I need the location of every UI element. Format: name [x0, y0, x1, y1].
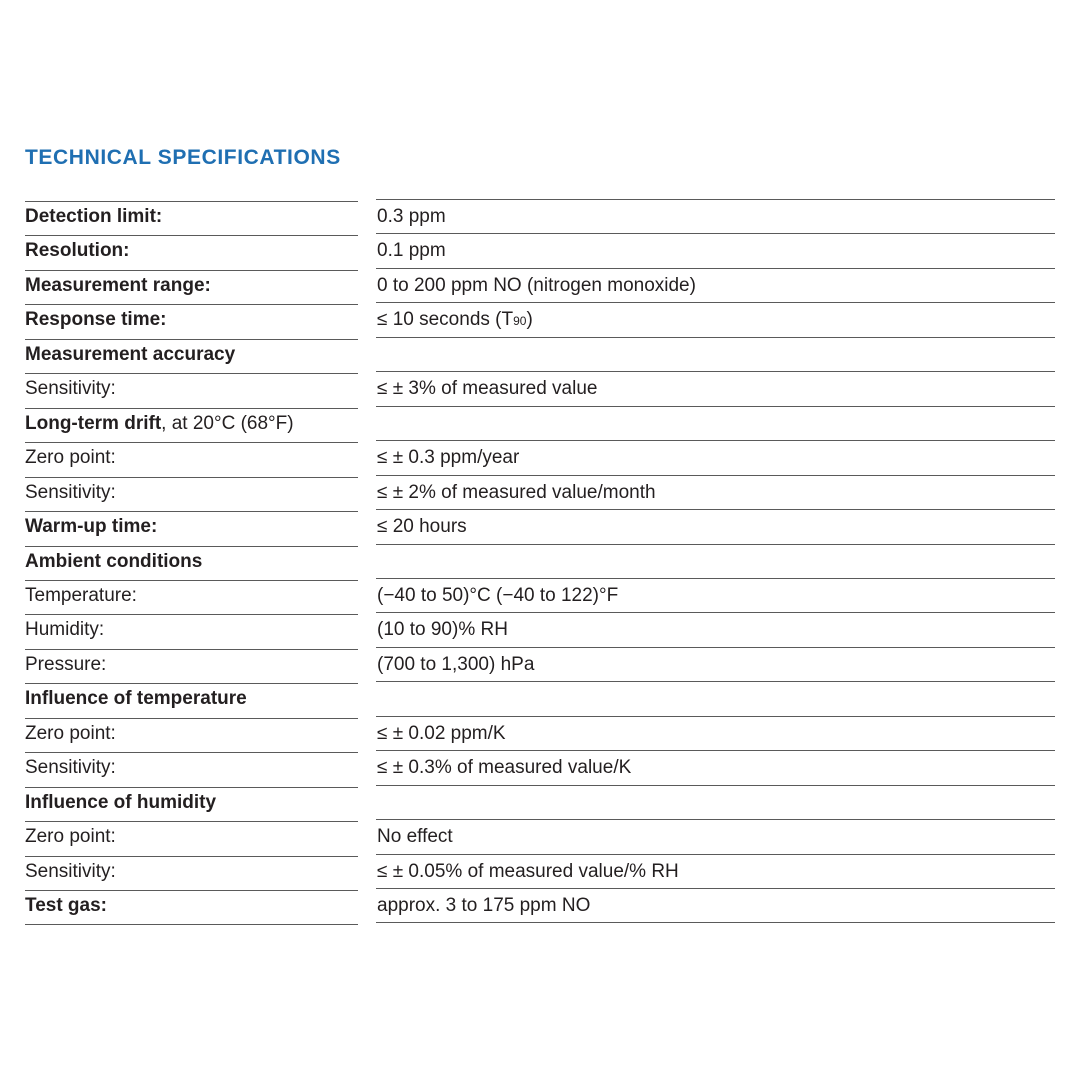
spec-value — [377, 619, 508, 641]
spec-value-text: (−40 to 50)°C (−40 to 122)°F — [377, 584, 619, 606]
spec-value-text: ≤ ± 0.02 ppm/K — [377, 722, 506, 744]
spec-label — [25, 585, 137, 607]
row-rule-value — [376, 681, 1055, 682]
row-rule-value — [376, 612, 1055, 613]
spec-label-text: Zero point: — [25, 447, 116, 469]
row-rule-value — [376, 371, 1055, 372]
spec-value-tail: ) — [526, 309, 533, 331]
spec-label-text: Resolution: — [25, 240, 130, 262]
table-top-rule-value — [376, 199, 1055, 200]
spec-label — [25, 309, 166, 331]
row-rule-value — [376, 268, 1055, 269]
row-rule-label — [25, 649, 358, 650]
row-rule-value — [376, 544, 1055, 545]
row-rule-label — [25, 787, 358, 788]
spec-label — [25, 551, 202, 573]
row-rule-label — [25, 408, 358, 409]
spec-value — [377, 309, 533, 332]
spec-label — [25, 792, 216, 814]
row-rule-value — [376, 854, 1055, 855]
spec-value-text: No effect — [377, 826, 453, 848]
row-rule-value — [376, 888, 1055, 889]
spec-value-text: ≤ 10 seconds (T — [377, 309, 514, 331]
spec-label-text: Response time: — [25, 309, 167, 331]
spec-value-text: (700 to 1,300) hPa — [377, 653, 535, 675]
spec-label — [25, 826, 116, 848]
spec-label-text: Sensitivity: — [25, 378, 116, 400]
spec-label-text: Sensitivity: — [25, 757, 116, 779]
row-rule-label — [25, 373, 358, 374]
spec-value-text: ≤ ± 0.05% of measured value/% RH — [377, 860, 679, 882]
spec-value-text: 0 to 200 ppm NO (nitrogen monoxide) — [377, 274, 696, 296]
spec-label — [25, 413, 294, 435]
row-rule-value — [376, 750, 1055, 751]
spec-label-text: Sensitivity: — [25, 481, 116, 503]
row-rule-label — [25, 856, 358, 857]
row-rule-label — [25, 718, 358, 719]
spec-label-text: Warm-up time: — [25, 516, 158, 538]
row-rule-label — [25, 235, 358, 236]
spec-label-text: Sensitivity: — [25, 860, 116, 882]
row-rule-value — [376, 233, 1055, 234]
spec-value — [377, 378, 597, 400]
spec-label-text: Long-term drift — [25, 412, 162, 434]
spec-label — [25, 344, 235, 366]
page-title: TECHNICAL SPECIFICATIONS — [25, 146, 341, 169]
row-rule-value — [376, 785, 1055, 786]
spec-value-text: 0.1 ppm — [377, 240, 446, 262]
spec-label-text: Influence of humidity — [25, 791, 217, 813]
row-rule-label — [25, 924, 358, 925]
row-rule-value — [376, 819, 1055, 820]
spec-value — [377, 206, 446, 228]
spec-label — [25, 378, 116, 400]
spec-label — [25, 723, 116, 745]
spec-value — [377, 723, 506, 745]
row-rule-label — [25, 683, 358, 684]
row-rule-label — [25, 339, 358, 340]
spec-value — [377, 447, 519, 469]
row-rule-value — [376, 440, 1055, 441]
spec-label — [25, 688, 247, 710]
spec-label-text: Test gas: — [25, 895, 108, 916]
spec-label — [25, 447, 116, 469]
spec-label-text: Humidity: — [25, 619, 105, 641]
row-rule-label — [25, 477, 358, 478]
spec-label — [25, 206, 162, 228]
row-rule-value — [376, 922, 1055, 923]
row-rule-value — [376, 302, 1055, 303]
spec-label — [25, 619, 104, 641]
spec-label-text: Influence of temperature — [25, 688, 247, 710]
row-rule-label — [25, 270, 358, 271]
spec-value-subscript: 90 — [513, 314, 527, 329]
row-rule-value — [376, 475, 1055, 476]
spec-label-text: Pressure: — [25, 653, 107, 675]
spec-value — [377, 654, 534, 676]
spec-value-text: approx. 3 to 175 ppm NO — [377, 895, 591, 916]
spec-value — [377, 826, 453, 848]
row-rule-value — [376, 647, 1055, 648]
row-rule-value — [376, 406, 1055, 407]
spec-label-text: Ambient conditions — [25, 550, 203, 572]
spec-value — [377, 585, 618, 607]
table-top-rule-label — [25, 201, 358, 202]
row-rule-value — [376, 716, 1055, 717]
spec-label — [25, 861, 116, 883]
spec-label — [25, 275, 211, 297]
row-rule-label — [25, 752, 358, 753]
spec-label — [25, 240, 130, 262]
spec-value — [377, 516, 467, 538]
spec-label-text: Zero point: — [25, 826, 116, 848]
row-rule-label — [25, 304, 358, 305]
row-rule-value — [376, 509, 1055, 510]
spec-value-text: ≤ ± 2% of measured value/month — [377, 481, 656, 503]
row-rule-value — [376, 578, 1055, 579]
spec-label — [25, 516, 157, 538]
spec-value-text: 0.3 ppm — [377, 206, 446, 227]
spec-value — [377, 275, 696, 297]
spec-value-text: (10 to 90)% RH — [377, 619, 508, 641]
spec-value-text: ≤ ± 0.3% of measured value/K — [377, 757, 632, 779]
spec-value — [377, 482, 656, 504]
spec-value — [377, 895, 590, 917]
row-rule-label — [25, 580, 358, 581]
row-rule-label — [25, 821, 358, 822]
spec-label-text: Zero point: — [25, 722, 116, 744]
row-rule-label — [25, 511, 358, 512]
spec-label — [25, 482, 116, 504]
spec-value — [377, 240, 446, 262]
spec-label-text: Detection limit: — [25, 206, 163, 227]
row-rule-value — [376, 337, 1055, 338]
spec-label-text: Measurement range: — [25, 274, 211, 296]
row-rule-label — [25, 546, 358, 547]
spec-label — [25, 757, 116, 779]
row-rule-label — [25, 442, 358, 443]
row-rule-label — [25, 614, 358, 615]
spec-value-text: ≤ 20 hours — [377, 516, 467, 538]
row-rule-label — [25, 890, 358, 891]
spec-label — [25, 654, 106, 676]
spec-value-text: ≤ ± 0.3 ppm/year — [377, 447, 520, 469]
spec-value — [377, 861, 679, 883]
spec-label — [25, 895, 107, 917]
spec-label-text: Temperature: — [25, 584, 137, 606]
spec-label-note: , at 20°C (68°F) — [161, 412, 294, 434]
spec-value-text: ≤ ± 3% of measured value — [377, 378, 598, 400]
spec-label-text: Measurement accuracy — [25, 343, 236, 365]
spec-value — [377, 757, 631, 779]
